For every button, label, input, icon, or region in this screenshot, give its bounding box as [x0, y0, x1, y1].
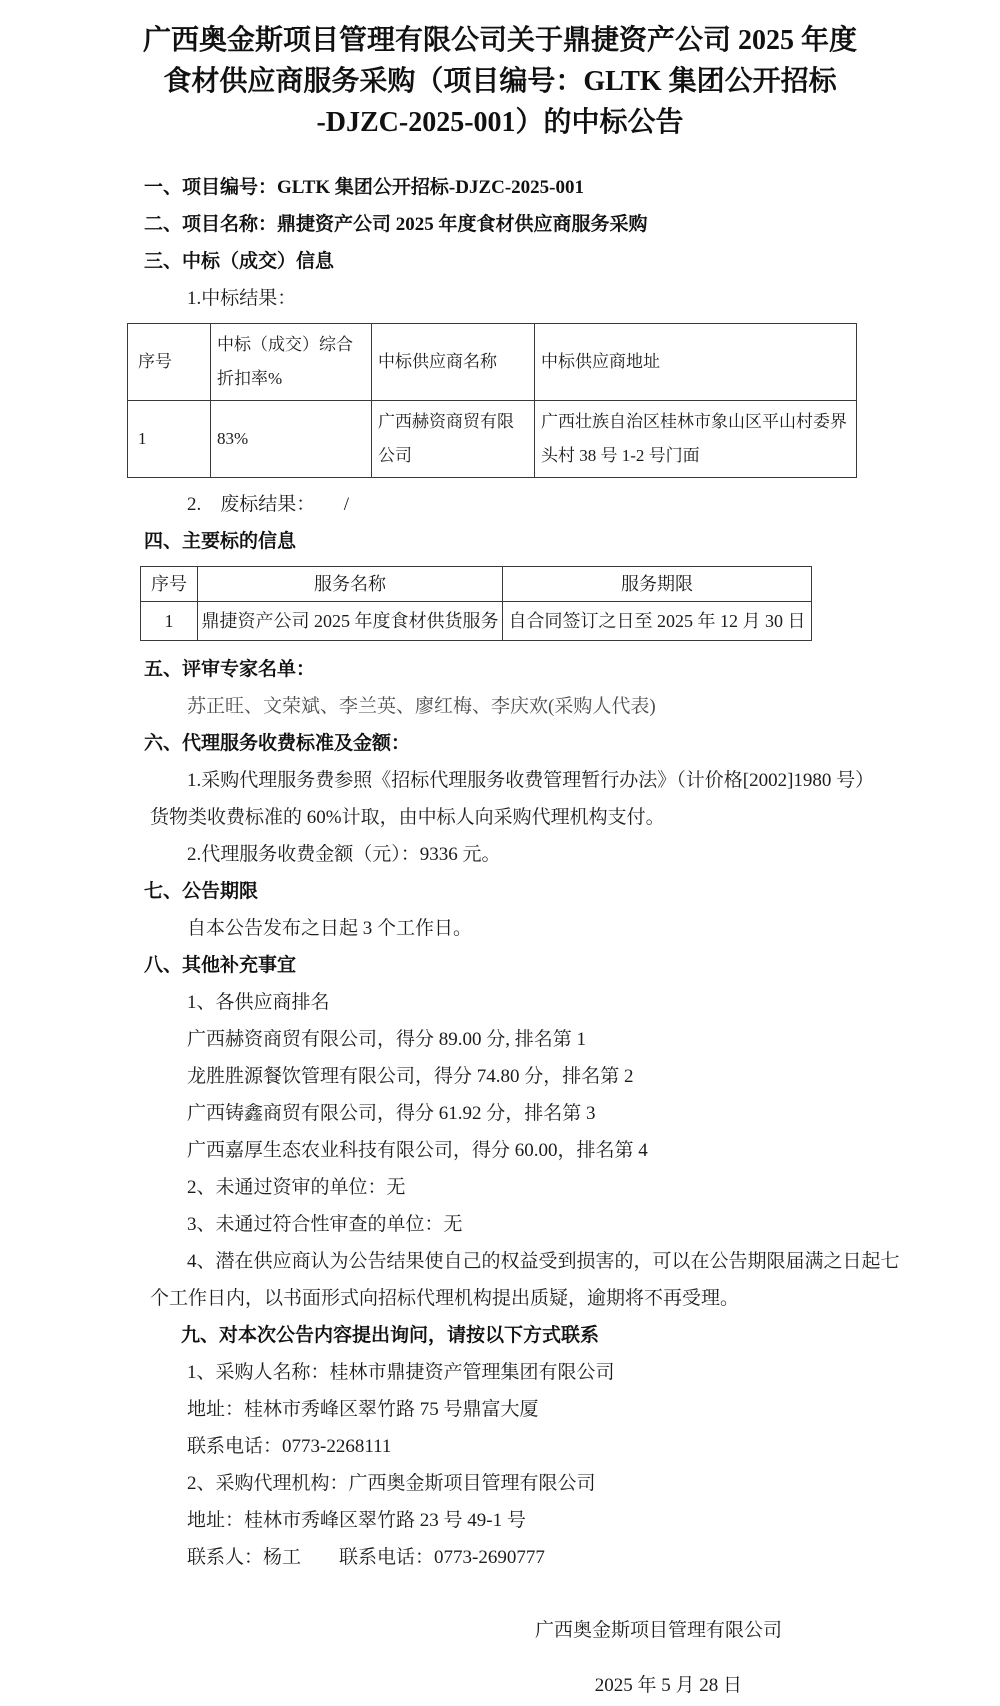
title-line-3: -DJZC-2025-001）的中标公告: [316, 107, 684, 138]
expert-names: 苏正旺、文荣斌、李兰英、廖红梅、李庆欢(采购人代表): [187, 696, 656, 717]
supplier-rank-1: 广西赫资商贸有限公司，得分 89.00 分, 排名第 1: [187, 1029, 587, 1050]
purchaser-name: 1、采购人名称：桂林市鼎捷资产管理集团有限公司: [187, 1362, 615, 1383]
signature-date: 2025 年 5 月 28 日: [594, 1675, 742, 1696]
header-service-name: 服务名称: [198, 567, 503, 602]
header-supplier-name: 中标供应商名称: [372, 324, 535, 401]
cell-supplier-name: 广西赫资商贸有限公司: [372, 401, 535, 478]
section-supplementary: 八、其他补充事宜: [144, 955, 297, 976]
page-title: [0, 20, 1000, 143]
purchaser-phone: 联系电话：0773-2268111: [187, 1436, 392, 1457]
header-discount-rate: 中标（成交）综合折扣率%: [211, 324, 372, 401]
signature-agency: 广西奥金斯项目管理有限公司: [534, 1620, 782, 1641]
section-project-name: 二、项目名称：鼎捷资产公司 2025 年度食材供应商服务采购: [144, 214, 648, 235]
cell-serial-number: 1: [128, 401, 211, 478]
cell-service-period: 自合同签订之日至 2025 年 12 月 30 日: [503, 602, 812, 641]
section-award-info: 三、中标（成交）信息: [144, 251, 335, 272]
table-header-row: [128, 324, 857, 401]
notice-period-text: 自本公告发布之日起 3 个工作日。: [187, 918, 473, 939]
cell-service-name: 鼎捷资产公司 2025 年度食材供货服务: [198, 602, 503, 641]
header-service-period: 服务期限: [503, 567, 812, 602]
section-project-number: 一、项目编号：GLTK 集团公开招标-DJZC-2025-001: [144, 177, 585, 198]
award-result-table: [127, 323, 857, 478]
purchaser-address: 地址：桂林市秀峰区翠竹路 75 号鼎富大厦: [187, 1399, 539, 1420]
table-row: [141, 602, 812, 641]
objection-clause-line1: 4、潜在供应商认为公告结果使自己的权益受到损害的，可以在公告期限届满之日起七: [187, 1251, 900, 1272]
agency-contact-person-phone: 联系人：杨工 联系电话：0773-2690777: [187, 1547, 545, 1568]
award-result-label: 1.中标结果：: [187, 288, 297, 309]
agency-fee-standard-line1: 1.采购代理服务费参照《招标代理服务收费管理暂行办法》（计价格[2002]1980 号）: [187, 770, 875, 791]
agency-address: 地址：桂林市秀峰区翠竹路 23 号 49-1 号: [187, 1510, 526, 1531]
table-row: [128, 401, 857, 478]
supplier-ranking-label: 1、各供应商排名: [187, 992, 330, 1013]
cell-serial-number: 1: [141, 602, 198, 641]
header-serial-number: 序号: [128, 324, 211, 401]
subject-info-table: [140, 566, 812, 641]
title-line-2: 食材供应商服务采购（项目编号：GLTK 集团公开招标: [163, 66, 837, 97]
invalid-bid-result: 2. 废标结果： /: [187, 494, 350, 515]
agency-fee-amount: 2.代理服务收费金额（元）：9336 元。: [187, 844, 501, 865]
agency-fee-standard-line2: 货物类收费标准的 60%计取，由中标人向采购代理机构支付。: [150, 807, 665, 828]
header-serial-number: 序号: [141, 567, 198, 602]
objection-clause-line2: 个工作日内，以书面形式向招标代理机构提出质疑，逾期将不再受理。: [150, 1288, 740, 1309]
supplier-rank-2: 龙胜胜源餐饮管理有限公司，得分 74.80 分，排名第 2: [187, 1066, 634, 1087]
section-contact: 九、对本次公告内容提出询问，请按以下方式联系: [181, 1325, 600, 1346]
supplier-rank-4: 广西嘉厚生态农业科技有限公司，得分 60.00，排名第 4: [187, 1140, 648, 1161]
agency-name: 2、采购代理机构：广西奥金斯项目管理有限公司: [187, 1473, 596, 1494]
supplier-rank-3: 广西铸鑫商贸有限公司，得分 61.92 分，排名第 3: [187, 1103, 596, 1124]
section-agency-fee: 六、代理服务收费标准及金额：: [144, 733, 411, 754]
cell-supplier-address: 广西壮族自治区桂林市象山区平山村委界头村 38 号 1-2 号门面: [535, 401, 857, 478]
failed-qualification-review: 2、未通过资审的单位：无: [187, 1177, 406, 1198]
section-subject-info: 四、主要标的信息: [144, 531, 297, 552]
section-expert-list: 五、评审专家名单：: [144, 659, 316, 680]
failed-conformity-review: 3、未通过符合性审查的单位：无: [187, 1214, 463, 1235]
section-notice-period: 七、公告期限: [144, 881, 259, 902]
header-supplier-address: 中标供应商地址: [535, 324, 857, 401]
cell-discount-rate: 83%: [211, 401, 372, 478]
table-header-row: [141, 567, 812, 602]
title-line-1: 广西奥金斯项目管理有限公司关于鼎捷资产公司 2025 年度: [142, 25, 857, 56]
